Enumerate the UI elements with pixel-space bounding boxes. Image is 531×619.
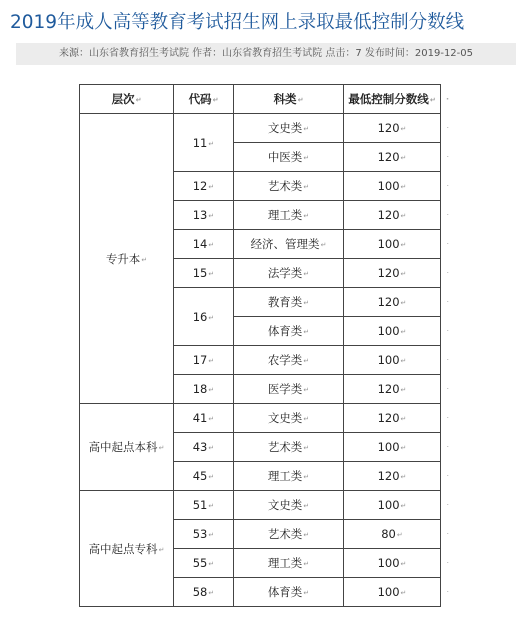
subject-cell: 艺术类 ↵ (234, 172, 344, 201)
score-cell: 120 ↵ · (344, 288, 441, 317)
table-row (80, 114, 441, 143)
score-cell: 100 ↵ · (344, 578, 441, 607)
score-cell: 100 ↵ · (344, 230, 441, 259)
score-cell: 120 ↵ · (344, 201, 441, 230)
row-end-mark: · (446, 297, 449, 307)
score-cell: 120 ↵ · (344, 375, 441, 404)
score-cell: 100 ↵ · (344, 317, 441, 346)
code-cell: 11 ↵ (174, 114, 234, 172)
row-end-mark: · (446, 529, 449, 539)
subject-cell: 体育类 ↵ (234, 317, 344, 346)
score-table-container (79, 84, 449, 607)
row-end-mark: · (446, 123, 449, 133)
score-table (79, 84, 449, 607)
code-cell: 16 ↵ (174, 288, 234, 346)
row-end-mark: · (446, 500, 449, 510)
score-cell: 100 ↵ · (344, 433, 441, 462)
subject-cell: 农学类 ↵ (234, 346, 344, 375)
row-end-mark: · (446, 355, 449, 365)
row-end-mark: · (446, 326, 449, 336)
score-cell: 120 ↵ · (344, 462, 441, 491)
row-end-mark: · (446, 558, 449, 568)
score-cell: 120 ↵ · (344, 404, 441, 433)
row-end-mark: · (446, 152, 449, 162)
score-cell: 120 ↵ · (344, 259, 441, 288)
subject-cell: 文史类 ↵ (234, 404, 344, 433)
score-cell: 120 ↵ · (344, 114, 441, 143)
score-cell: 100 ↵ · (344, 346, 441, 375)
subject-cell: 经济、管理类 ↵ (234, 230, 344, 259)
code-cell: 13 ↵ (174, 201, 234, 230)
code-cell: 53 ↵ (174, 520, 234, 549)
code-cell: 55 ↵ (174, 549, 234, 578)
level-cell: 高中起点本科 ↵ (80, 404, 174, 491)
table-row (80, 404, 441, 433)
row-end-mark: · (446, 210, 449, 220)
header-min-score: 最低控制分数线 ↵ · (344, 85, 441, 114)
subject-cell: 教育类 ↵ (234, 288, 344, 317)
code-cell: 15 ↵ (174, 259, 234, 288)
subject-cell: 艺术类 ↵ (234, 433, 344, 462)
table-header-row (80, 85, 441, 114)
table-body (80, 114, 449, 607)
row-end-mark: · (446, 384, 449, 394)
row-end-mark: · (446, 442, 449, 452)
score-cell: 120 ↵ · (344, 143, 441, 172)
subject-cell: 文史类 ↵ (234, 114, 344, 143)
code-cell: 14 ↵ (174, 230, 234, 259)
subject-cell: 中医类 ↵ (234, 143, 344, 172)
article-meta: 来源：山东省教育招生考试院 作者：山东省教育招生考试院 点击：7 发布时间：2019-12-05 (16, 43, 516, 65)
row-end-mark: · (446, 471, 449, 481)
score-cell: 80 ↵ · (344, 520, 441, 549)
header-subject: 科类 ↵ (234, 85, 344, 114)
subject-cell: 体育类 ↵ (234, 578, 344, 607)
score-cell: 100 ↵ · (344, 549, 441, 578)
row-end-mark: · (446, 239, 449, 249)
page-title: 2019年成人高等教育考试招生网上录取最低控制分数线 (10, 12, 465, 33)
subject-cell: 文史类 ↵ (234, 491, 344, 520)
subject-cell: 理工类 ↵ (234, 549, 344, 578)
code-cell: 41 ↵ (174, 404, 234, 433)
code-cell: 12 ↵ (174, 172, 234, 201)
header-level: 层次 ↵ (80, 85, 174, 114)
table-row (80, 491, 441, 520)
subject-cell: 法学类 ↵ (234, 259, 344, 288)
score-cell: 100 ↵ · (344, 491, 441, 520)
row-end-mark: · (446, 413, 449, 423)
subject-cell: 理工类 ↵ (234, 462, 344, 491)
header-code: 代码 ↵ (174, 85, 234, 114)
code-cell: 17 ↵ (174, 346, 234, 375)
row-end-mark: · (446, 587, 449, 597)
code-cell: 51 ↵ (174, 491, 234, 520)
code-cell: 58 ↵ (174, 578, 234, 607)
subject-cell: 医学类 ↵ (234, 375, 344, 404)
score-cell: 100 ↵ · (344, 172, 441, 201)
code-cell: 45 ↵ (174, 462, 234, 491)
row-end-mark: · (446, 181, 449, 191)
level-cell: 专升本 ↵ (80, 114, 174, 404)
row-end-mark: · (446, 268, 449, 278)
level-cell: 高中起点专科 ↵ (80, 491, 174, 607)
code-cell: 18 ↵ (174, 375, 234, 404)
subject-cell: 理工类 ↵ (234, 201, 344, 230)
subject-cell: 艺术类 ↵ (234, 520, 344, 549)
code-cell: 43 ↵ (174, 433, 234, 462)
